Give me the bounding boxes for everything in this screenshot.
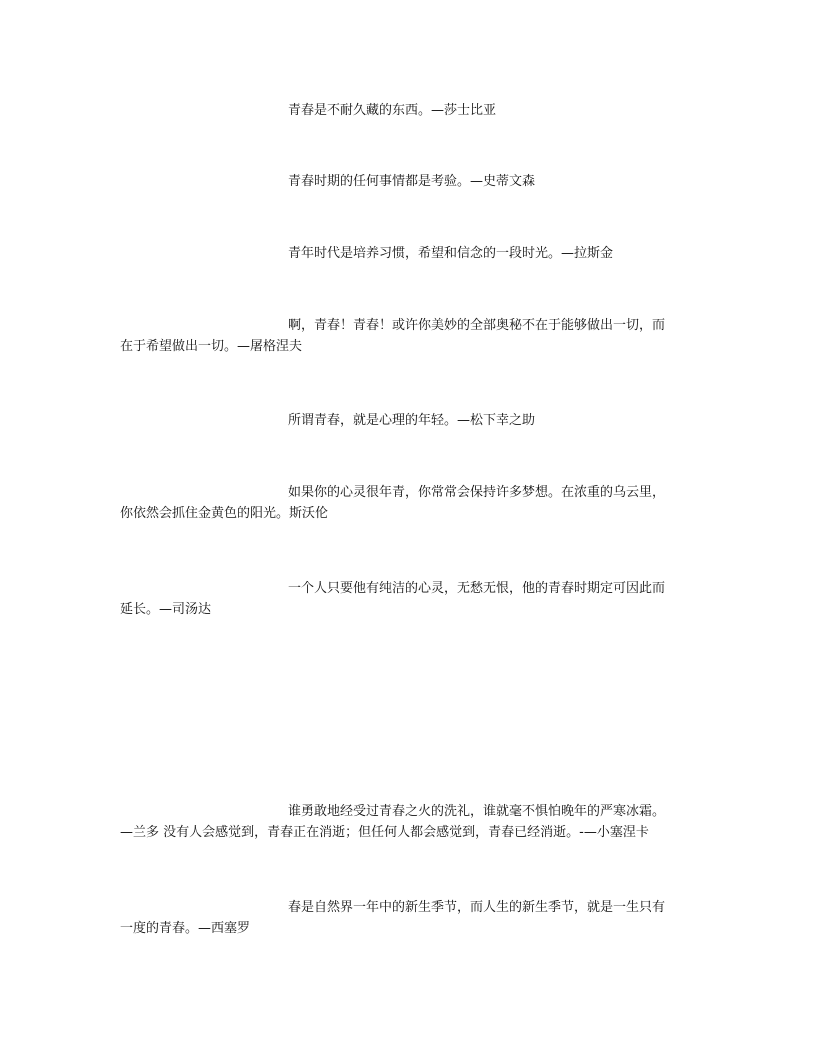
quote-paragraph-5 (120, 410, 696, 431)
quote-paragraph-1 (120, 100, 696, 121)
quote-paragraph-9 (120, 897, 696, 939)
quote-line: 啊，青春！青春！或许你美妙的全部奥秘不在于能够做出一切，而 (288, 318, 666, 333)
quote-line: 如果你的心灵很年青，你常常会保持许多梦想。在浓重的乌云里， (288, 485, 666, 500)
quote-paragraph-8 (120, 801, 696, 843)
quote-line: 青年时代是培养习惯，希望和信念的一段时光。—拉斯金 (288, 246, 614, 261)
quote-line: 青春时期的任何事情都是考验。—史蒂文森 (288, 174, 536, 189)
quote-paragraph-6 (120, 482, 696, 524)
quote-line: 你依然会抓住金黄色的阳光。斯沃伦 (120, 506, 329, 521)
quote-line: —兰多 没有人会感觉到，青春正在消逝；但任何人都会感觉到，青春已经消逝。-—小塞涅卡 (120, 825, 649, 840)
quote-line: 在于希望做出一切。—屠格涅夫 (120, 339, 303, 354)
quote-paragraph-7 (120, 578, 696, 620)
quote-line: 所谓青春，就是心理的年轻。—松下幸之助 (288, 413, 536, 428)
quote-line: 青春是不耐久藏的东西。—莎士比亚 (288, 103, 497, 118)
quote-line: 一度的青春。—西塞罗 (120, 921, 251, 936)
quote-paragraph-3 (120, 243, 696, 264)
quote-paragraph-4 (120, 315, 696, 357)
quote-line: 延长。—司汤达 (120, 602, 212, 617)
quote-line: 春是自然界一年中的新生季节，而人生的新生季节，就是一生只有 (288, 900, 666, 915)
quote-line: 一个人只要他有纯洁的心灵，无愁无恨，他的青春时期定可因此而 (288, 581, 666, 596)
quote-line: 谁勇敢地经受过青春之火的洗礼，谁就毫不惧怕晚年的严寒冰霜。 (288, 804, 666, 819)
quote-paragraph-2 (120, 171, 696, 192)
